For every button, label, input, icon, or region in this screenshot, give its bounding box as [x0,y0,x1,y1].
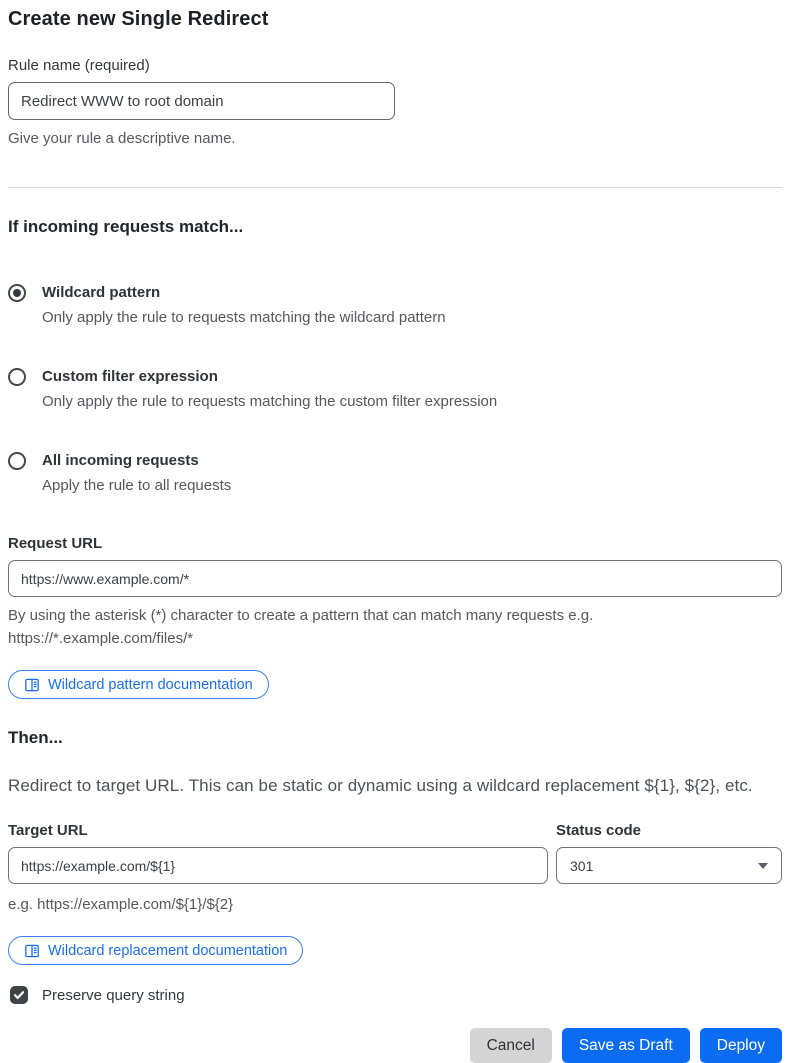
status-code-label: Status code [556,822,642,839]
cancel-button[interactable]: Cancel [470,1028,552,1063]
request-url-help [8,604,782,650]
doc-button-label: Wildcard pattern documentation [48,676,253,693]
book-open-icon [24,677,40,693]
target-url-input[interactable] [8,847,548,884]
status-code-value: 301 [570,857,594,874]
rule-name-label: Rule name (required) [8,57,150,74]
request-url-help-line1: By using the asterisk (*) character to create a pattern that can match many requests e.g. [8,607,594,624]
rule-name-input[interactable] [8,82,395,120]
status-code-select[interactable] [556,847,782,884]
radio-option-all-requests[interactable] [8,451,782,497]
radio-description: Only apply the rule to requests matching the wildcard pattern [42,309,446,326]
radio-label: All incoming requests [42,452,199,469]
radio-label: Wildcard pattern [42,284,161,301]
save-as-draft-button[interactable]: Save as Draft [562,1028,690,1063]
footer-actions [8,1028,782,1063]
wildcard-replacement-doc-button[interactable] [8,936,303,965]
then-section-heading: Then... [8,728,63,747]
target-url-label: Target URL [8,822,88,839]
radio-description: Only apply the rule to requests matching the custom filter expression [42,393,498,410]
deploy-button[interactable]: Deploy [700,1028,782,1063]
checkbox-checked-icon[interactable] [10,986,28,1004]
preserve-query-label: Preserve query string [42,986,185,1004]
radio-icon[interactable] [8,284,26,302]
request-url-help-line2: https://*.example.com/files/* [8,630,194,647]
wildcard-pattern-doc-button[interactable] [8,670,269,699]
radio-label: Custom filter expression [42,368,218,385]
match-radio-group [8,283,782,497]
book-open-icon [24,943,40,959]
radio-option-wildcard-pattern[interactable] [8,283,782,329]
doc-button-label: Wildcard replacement documentation [48,942,288,959]
radio-option-custom-filter[interactable] [8,367,782,413]
match-section-heading: If incoming requests match... [8,217,244,236]
target-status-row [8,822,782,884]
request-url-label: Request URL [8,535,103,552]
section-divider [8,187,782,188]
target-url-help: e.g. https://example.com/${1}/${2} [8,896,234,913]
preserve-query-row[interactable] [8,986,782,1004]
radio-description: Apply the rule to all requests [42,477,232,494]
request-url-input[interactable] [8,560,782,597]
radio-icon[interactable] [8,452,26,470]
radio-icon[interactable] [8,368,26,386]
chevron-down-icon [758,863,768,869]
then-description: Redirect to target URL. This can be static or dynamic using a wildcard replacement ${1}, ${2}, etc. [8,776,753,795]
rule-name-help: Give your rule a descriptive name. [8,130,236,147]
page-title: Create new Single Redirect [8,8,269,30]
